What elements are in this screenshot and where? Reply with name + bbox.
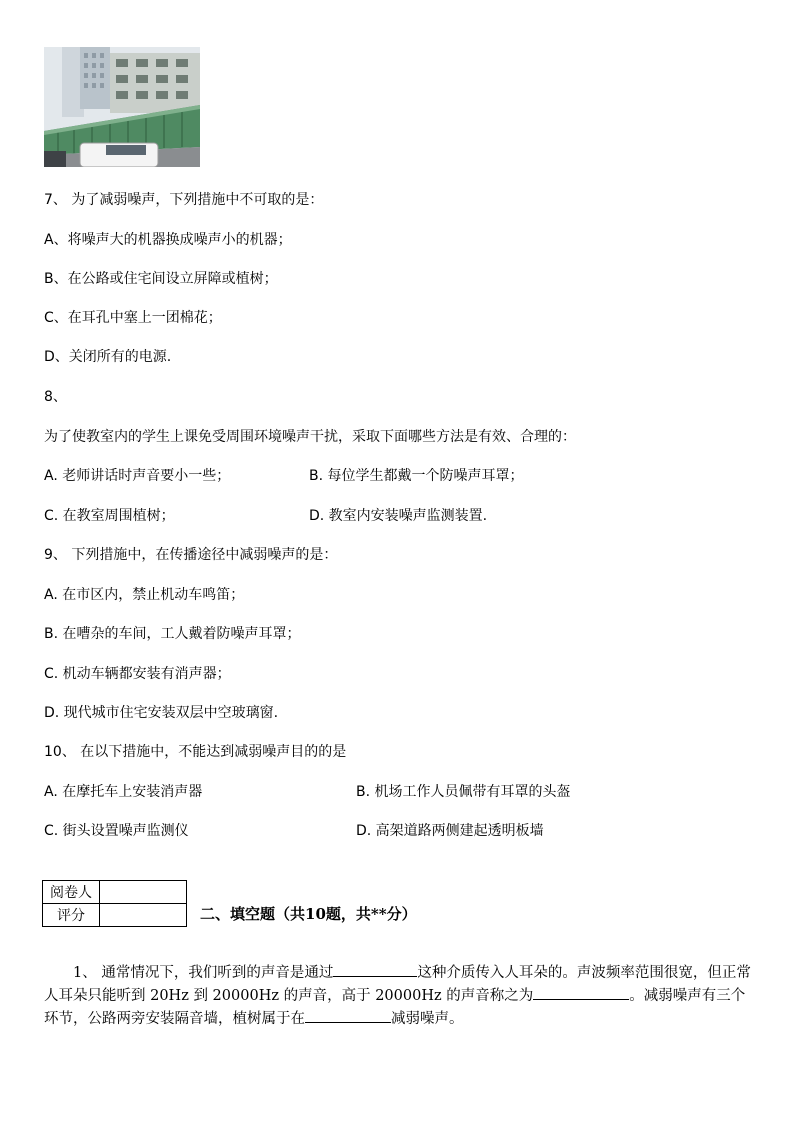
- question-7-option-b: B、在公路或住宅间设立屏障或植树；: [44, 271, 278, 287]
- question-10-option-d: D. 高架道路两侧建起透明板墙: [356, 823, 544, 839]
- question-8-option-b: B. 每位学生都戴一个防噪声耳罩；: [309, 468, 524, 484]
- fill-question-1: [44, 962, 754, 1031]
- question-7-option-c: C、在耳孔中塞上一团棉花；: [44, 310, 222, 326]
- noise-barrier-illustration: [44, 47, 200, 167]
- question-9-stem: 9、 下列措施中，在传播途径中减弱噪声的是：: [44, 547, 338, 563]
- fill-1-part-2: 这种介质传入人耳朵的。声波频率范围很宽，但正常人耳朵只能听到 20Hz 到 20000Hz 的声音，高于 20000Hz 的声音称之为: [44, 965, 751, 1004]
- question-9-option-b: B. 在嘈杂的车间，工人戴着防噪声耳罩；: [44, 626, 301, 642]
- fill-1-blank-2[interactable]: [533, 985, 629, 1000]
- fill-1-part-1: 1、 通常情况下，我们听到的声音是通过: [73, 965, 334, 981]
- fill-1-blank-3[interactable]: [305, 1008, 391, 1023]
- section-2-title: 二、填空题（共10题，共**分）: [200, 905, 417, 923]
- question-10-option-c: C. 街头设置噪声监测仪: [44, 823, 189, 839]
- noise-barrier-photo: [44, 47, 200, 167]
- question-8-option-c: C. 在教室周围植树；: [44, 508, 175, 524]
- question-8-number: 8、: [44, 389, 67, 405]
- question-8-stem: 为了使教室内的学生上课免受周围环境噪声干扰，采取下面哪些方法是有效、合理的：: [44, 429, 576, 445]
- question-9-option-a: A. 在市区内，禁止机动车鸣笛；: [44, 587, 245, 603]
- question-10-option-a: A. 在摩托车上安装消声器: [44, 784, 203, 800]
- question-10-option-b: B. 机场工作人员佩带有耳罩的头盔: [356, 784, 571, 800]
- score-label: 评分: [43, 904, 100, 927]
- reviewer-label: 阅卷人: [43, 881, 100, 904]
- score-field[interactable]: [100, 904, 187, 927]
- question-7-option-a: A、将噪声大的机器换成噪声小的机器；: [44, 232, 292, 248]
- question-10-stem: 10、 在以下措施中，不能达到减弱噪声目的的是: [44, 744, 347, 760]
- score-box: [42, 880, 187, 927]
- question-7-option-d: D、关闭所有的电源.: [44, 349, 172, 365]
- question-7-stem: 7、 为了减弱噪声，下列措施中不可取的是：: [44, 192, 324, 208]
- fill-1-blank-1[interactable]: [333, 962, 417, 977]
- question-8-option-a: A. 老师讲话时声音要小一些；: [44, 468, 231, 484]
- question-9-option-c: C. 机动车辆都安装有消声器；: [44, 666, 231, 682]
- fill-1-part-4: 减弱噪声。: [391, 1011, 464, 1027]
- reviewer-field[interactable]: [100, 881, 187, 904]
- question-8-option-d: D. 教室内安装噪声监测装置.: [309, 508, 488, 524]
- fill-1-part-3: 。减弱噪声有三个环节，公路两旁安装隔音墙，植树属于在: [44, 988, 746, 1027]
- question-9-option-d: D. 现代城市住宅安装双层中空玻璃窗.: [44, 705, 279, 721]
